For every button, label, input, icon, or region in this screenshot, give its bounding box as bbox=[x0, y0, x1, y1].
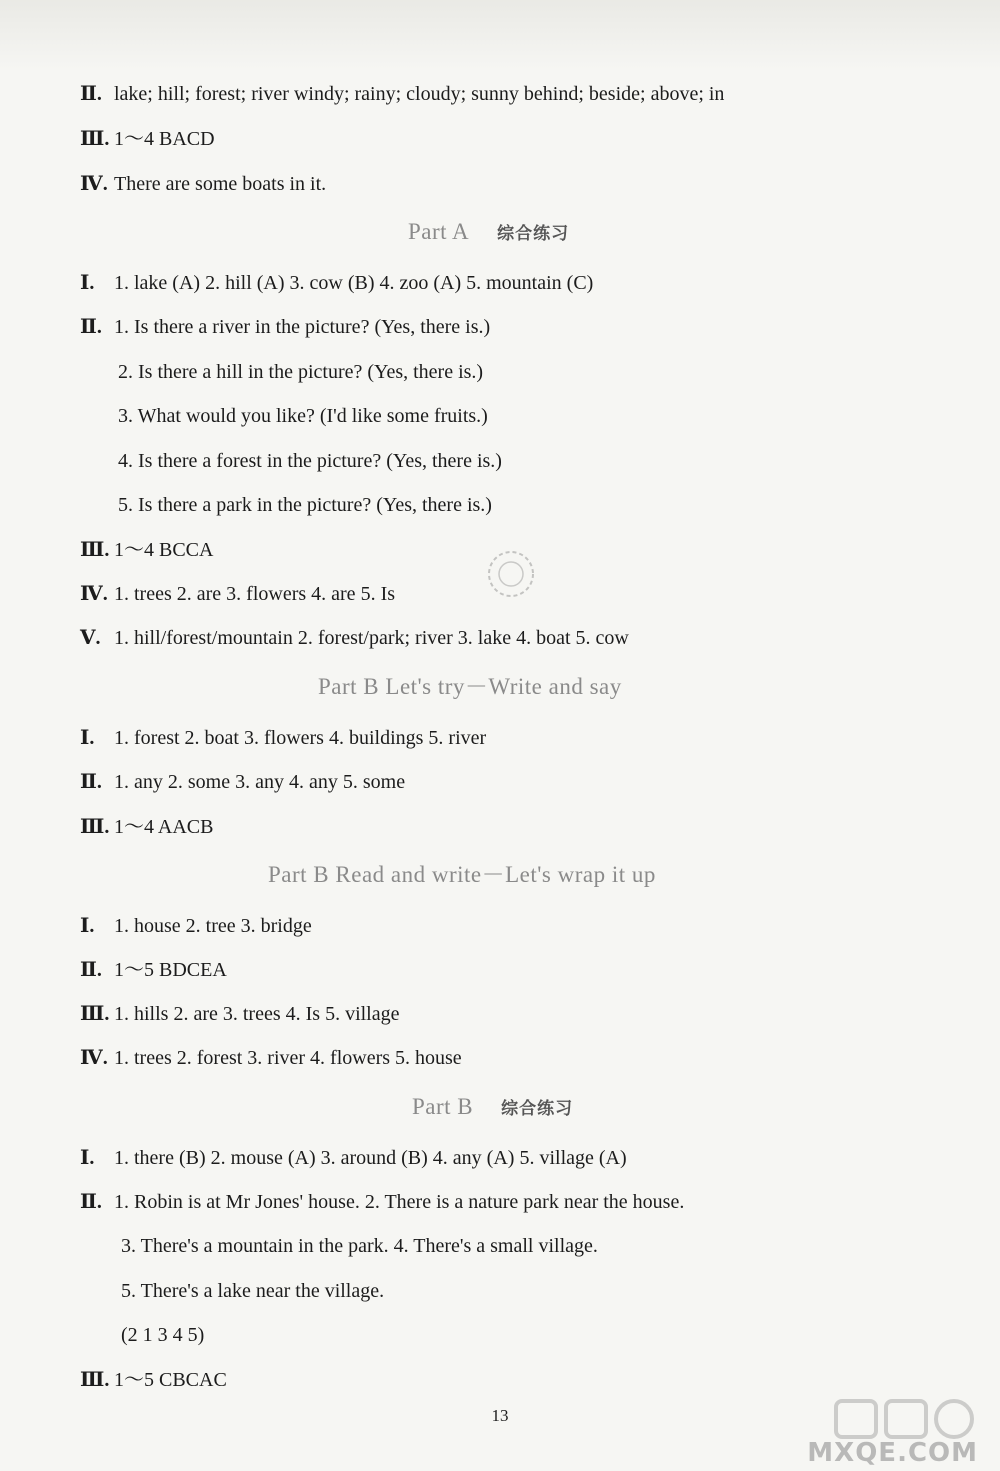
answer-line: Ⅴ. 1. hill/forest/mountain 2. forest/park; river 3. lake 4. boat 5. cow bbox=[80, 627, 629, 649]
answer-line: Ⅲ. 1～4 AACB bbox=[80, 816, 214, 838]
answer-line: Ⅲ. 1. hills 2. are 3. trees 4. Is 5. village bbox=[80, 1003, 400, 1025]
answer-line: (2 1 3 4 5) bbox=[121, 1324, 205, 1346]
answer-line: 5. Is there a park in the picture? (Yes, there is.) bbox=[118, 494, 492, 516]
section-heading-part-b-read-and-write: Part B Read and write－Let's wrap it up bbox=[268, 862, 656, 887]
watermark-text: MXQE.COM bbox=[807, 1438, 978, 1468]
answer-line: Ⅳ. There are some boats in it. bbox=[80, 173, 327, 195]
page-number: 13 bbox=[491, 1406, 509, 1425]
answer-line: Ⅳ. 1. trees 2. forest 3. river 4. flowers 5. house bbox=[80, 1047, 462, 1069]
answer-line: 2. Is there a hill in the picture? (Yes, there is.) bbox=[118, 361, 484, 383]
scan-shading bbox=[0, 0, 1000, 70]
answer-line: Ⅰ. 1. house 2. tree 3. bridge bbox=[80, 915, 312, 937]
answer-line: Ⅲ. 1～4 BCCA bbox=[80, 539, 214, 561]
faint-stamp-icon bbox=[483, 546, 539, 602]
answer-line: 3. What would you like? (I'd like some fruits.) bbox=[118, 405, 488, 427]
answer-line: Ⅲ. 1～4 BACD bbox=[80, 128, 215, 150]
answer-line: Ⅱ. 1. Is there a river in the picture? (Yes, there is.) bbox=[80, 316, 491, 338]
answer-line: Ⅲ. 1～5 CBCAC bbox=[80, 1369, 227, 1391]
answer-line: Ⅳ. 1. trees 2. are 3. flowers 4. are 5. Is bbox=[80, 583, 396, 605]
answer-line: Ⅱ. lake; hill; forest; river windy; rainy; cloudy; sunny behind; beside; above; in bbox=[80, 83, 725, 105]
section-heading-part-b-lets-try: Part B Let's try－Write and say bbox=[318, 674, 622, 699]
section-heading-part-b-practice: Part B 综合练习 bbox=[412, 1094, 574, 1119]
answer-line: Ⅱ. 1～5 BDCEA bbox=[80, 959, 227, 981]
answer-line: 4. Is there a forest in the picture? (Yes, there is.) bbox=[118, 450, 502, 472]
answer-line: Ⅰ. 1. lake (A) 2. hill (A) 3. cow (B) 4. zoo (A) 5. mountain (C) bbox=[80, 272, 594, 294]
answer-line: Ⅱ. 1. any 2. some 3. any 4. any 5. some bbox=[80, 771, 406, 793]
section-heading-part-a: Part A 综合练习 bbox=[408, 219, 570, 244]
answer-line: Ⅰ. 1. forest 2. boat 3. flowers 4. buildings 5. river bbox=[80, 727, 487, 749]
answer-line: Ⅰ. 1. there (B) 2. mouse (A) 3. around (B) 4. any (A) 5. village (A) bbox=[80, 1147, 627, 1169]
answer-line: 5. There's a lake near the village. bbox=[121, 1280, 385, 1302]
answer-line: Ⅱ. 1. Robin is at Mr Jones' house. 2. There is a nature park near the house. bbox=[80, 1191, 685, 1213]
answer-line: 3. There's a mountain in the park. 4. There's a small village. bbox=[121, 1235, 598, 1257]
